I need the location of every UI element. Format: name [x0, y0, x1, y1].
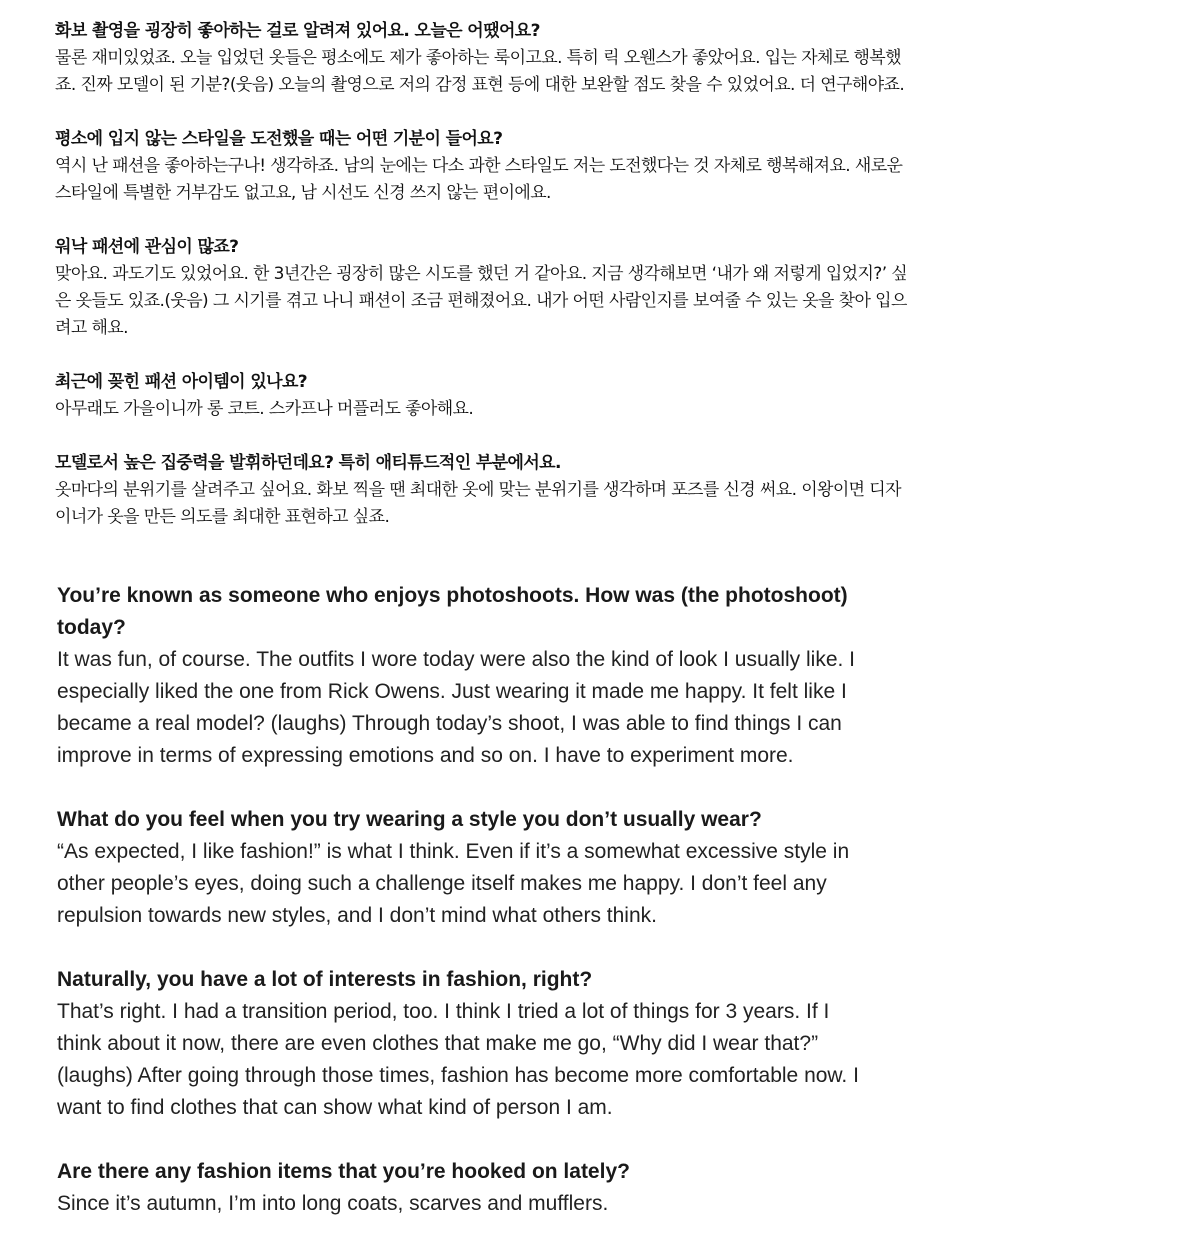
korean-answer-line: 물론 재미있었죠. 오늘 입었던 옷들은 평소에도 제가 좋아하는 룩이고요. 특히 릭 오웬스가 좋았어요. 입는 자체로 행복했 [55, 48, 901, 68]
english-answer-line: especially liked the one from Rick Owens. Just wearing it made me happy. It felt like I [57, 680, 847, 703]
korean-question: 평소에 입지 않는 스타일을 도전했을 때는 어떤 기분이 들어요? [55, 129, 503, 149]
english-answer-line: think about it now, there are even clothes that make me go, “Why did I wear that?” [57, 1032, 819, 1055]
korean-qa-block [55, 450, 1135, 531]
korean-answer-line: 죠. 진짜 모델이 된 기분?(웃음) 오늘의 촬영으로 저의 감정 표현 등에 대한 보완할 점도 찾을 수 있었어요. 더 연구해야죠. [55, 75, 905, 95]
english-answer-line: Since it’s autumn, I’m into long coats, scarves and mufflers. [57, 1192, 609, 1215]
korean-answer [55, 153, 1135, 207]
english-question [57, 580, 1017, 644]
english-qa-block [57, 1156, 1017, 1220]
english-interview [57, 580, 1017, 1252]
english-question-line: Are there any fashion items that you’re hooked on lately? [57, 1160, 630, 1183]
korean-qa-block [55, 369, 1135, 423]
english-answer [57, 644, 1017, 772]
english-qa-block [57, 804, 1017, 932]
english-answer [57, 996, 1017, 1124]
english-answer-line: “As expected, I like fashion!” is what I think. Even if it’s a somewhat excessive style in [57, 840, 850, 863]
english-question [57, 804, 1017, 836]
english-answer-line: became a real model? (laughs) Through today’s shoot, I was able to find things I can [57, 712, 842, 735]
korean-qa-block [55, 126, 1135, 207]
korean-answer [55, 45, 1135, 99]
english-answer-line: repulsion towards new styles, and I don’t mind what others think. [57, 904, 657, 927]
english-answer-line: (laughs) After going through those times, fashion has become more comfortable now. I [57, 1064, 859, 1087]
korean-answer-line: 옷마다의 분위기를 살려주고 싶어요. 화보 찍을 땐 최대한 옷에 맞는 분위기를 생각하며 포즈를 신경 써요. 이왕이면 디자 [55, 480, 901, 500]
english-answer [57, 836, 1017, 932]
english-question [57, 1156, 1017, 1188]
english-qa-block [57, 964, 1017, 1124]
korean-answer [55, 396, 1135, 423]
english-question-line: You’re known as someone who enjoys photoshoots. How was (the photoshoot) [57, 584, 848, 607]
english-question-line: today? [57, 616, 126, 639]
english-answer-line: That’s right. I had a transition period, too. I think I tried a lot of things for 3 years. If I [57, 1000, 830, 1023]
korean-qa-block [55, 234, 1135, 342]
english-question-line: Naturally, you have a lot of interests in fashion, right? [57, 968, 593, 991]
korean-answer-line: 역시 난 패션을 좋아하는구나! 생각하죠. 남의 눈에는 다소 과한 스타일도 저는 도전했다는 것 자체로 행복해져요. 새로운 [55, 156, 903, 176]
english-question [57, 964, 1017, 996]
korean-question: 최근에 꽂힌 패션 아이템이 있나요? [55, 372, 308, 392]
korean-qa-block [55, 18, 1135, 99]
korean-question: 워낙 패션에 관심이 많죠? [55, 237, 239, 257]
english-answer [57, 1188, 1017, 1220]
english-answer-line: other people’s eyes, doing such a challenge itself makes me happy. I don’t feel any [57, 872, 827, 895]
korean-answer-line: 은 옷들도 있죠.(웃음) 그 시기를 겪고 나니 패션이 조금 편해졌어요. 내가 어떤 사람인지를 보여줄 수 있는 옷을 찾아 입으 [55, 291, 907, 311]
english-answer-line: It was fun, of course. The outfits I wore today were also the kind of look I usually like. I [57, 648, 856, 671]
korean-answer-line: 스타일에 특별한 거부감도 없고요, 남 시선도 신경 쓰지 않는 편이에요. [55, 183, 551, 203]
english-qa-block [57, 580, 1017, 772]
korean-answer-line: 아무래도 가을이니까 롱 코트. 스카프나 머플러도 좋아해요. [55, 399, 474, 419]
english-answer-line: want to find clothes that can show what kind of person I am. [57, 1096, 613, 1119]
korean-answer [55, 261, 1135, 342]
english-question-line: What do you feel when you try wearing a style you don’t usually wear? [57, 808, 762, 831]
korean-answer-line: 려고 해요. [55, 318, 128, 338]
korean-answer [55, 477, 1135, 531]
korean-answer-line: 이너가 옷을 만든 의도를 최대한 표현하고 싶죠. [55, 507, 390, 527]
korean-question: 모델로서 높은 집중력을 발휘하던데요? 특히 애티튜드적인 부분에서요. [55, 453, 561, 473]
korean-question: 화보 촬영을 굉장히 좋아하는 걸로 알려져 있어요. 오늘은 어땠어요? [55, 21, 540, 41]
korean-interview [55, 18, 1135, 558]
korean-answer-line: 맞아요. 과도기도 있었어요. 한 3년간은 굉장히 많은 시도를 했던 거 같아요. 지금 생각해보면 ‘내가 왜 저렇게 입었지?’ 싶 [55, 264, 908, 284]
english-answer-line: improve in terms of expressing emotions and so on. I have to experiment more. [57, 744, 794, 767]
